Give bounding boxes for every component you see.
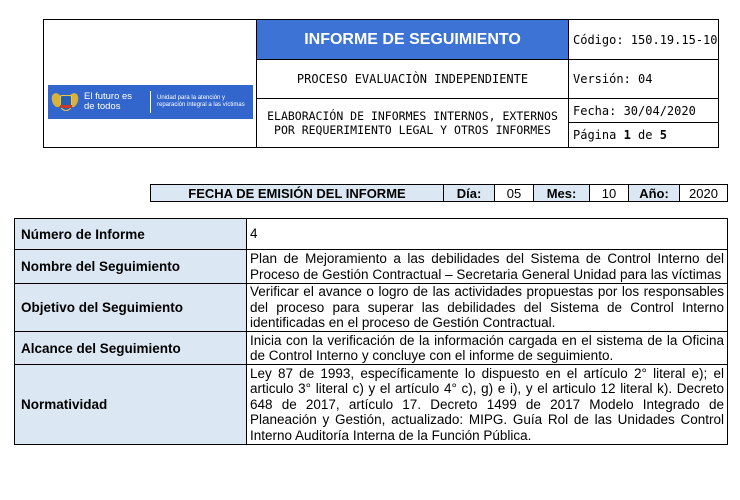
day-value: 05 [495,185,534,202]
month-label: Mes: [534,185,590,202]
document-version: Versión: 04 [569,60,719,99]
document-date: Fecha: 30/04/2020 [569,99,719,123]
regulations-value: Ley 87 de 1993, específicamente lo dispuesto en el artículo 2° literal e); el articulo 3° literal c) y el artículo 4° c), g) e i), y el articulo 12 literal k). Decreto 648 de 2017, artículo 17. Decreto 1499 de 2017 Modelo Integrado de Planeación y Gestión, actualizado: MIPG. Guía Rol de las Unidades Control Interno Auditoría Interna de la Función Pública. [247,365,728,445]
tracking-name-value: Plan de Mejoramiento a las debilidades del Sistema de Control Interno del Proceso de Gestión Contractual – Secretaria General Unidad para las víctimas [247,250,728,284]
day-label: Día: [444,185,495,202]
year-label: Año: [629,185,680,202]
tracking-scope-value: Inicia con la verificación de la información cargada en el sistema de la Oficina de Control Interno y concluye con el informe de seguimiento. [247,332,728,365]
year-value: 2020 [680,185,728,202]
page-number: Página 1 de 5 [569,123,719,148]
table-row [15,219,728,250]
report-info-table [14,218,728,445]
report-number-label: Número de Informe [15,219,247,250]
report-number-value: 4 [247,219,728,250]
logo-slogan-sub: Unidad para la atención y reparación integral a las víctimas [157,95,245,108]
emission-date-row [150,184,728,202]
tracking-objective-value: Verificar el avance o logro de las actividades propuestas por los responsables del proceso para superar las debilidades del Sistema de Control Interno identificadas en el proceso de Gestión Contractual. [247,284,728,332]
colombia-coat-of-arms-icon [54,89,76,115]
document-header [43,19,719,148]
document-title: INFORME DE SEGUIMIENTO [304,30,521,48]
institution-logo [48,85,253,119]
document-code: Código: 150.19.15-10 [569,20,719,60]
tracking-objective-label: Objetivo del Seguimiento [15,284,247,332]
process-name: PROCESO EVALUACIÒN INDEPENDIENTE [257,60,569,99]
tracking-scope-label: Alcance del Seguimiento [15,332,247,365]
logo-cell [44,20,257,148]
elaboration-description: ELABORACIÓN DE INFORMES INTERNOS, EXTERNOS POR REQUERIMIENTO LEGAL Y OTROS INFORMES [257,99,569,148]
month-value: 10 [590,185,629,202]
table-row [15,250,728,284]
table-row [15,284,728,332]
tracking-name-label: Nombre del Seguimiento [15,250,247,284]
table-row [15,365,728,445]
table-row [15,332,728,365]
emission-date-label: FECHA DE EMISIÓN DEL INFORME [151,185,444,202]
regulations-label: Normatividad [15,365,247,445]
logo-slogan-main: El futuro es de todos [84,91,133,112]
title-cell [257,20,569,60]
